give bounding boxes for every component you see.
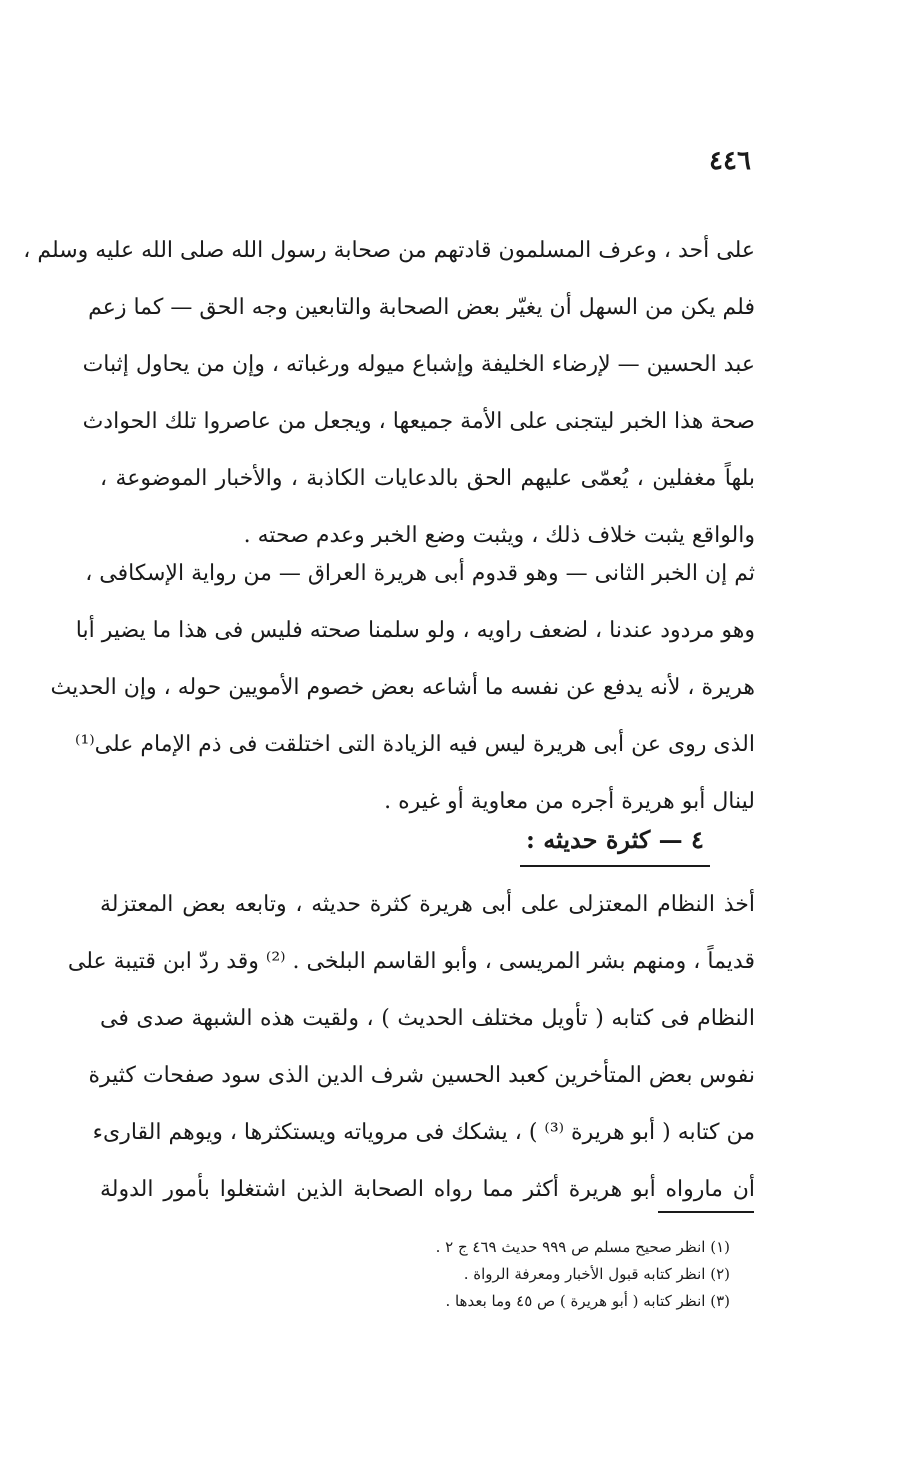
paragraph-1 (23, 222, 755, 564)
text-line: ثم إن الخبر الثانى — وهو قدوم أبى هريرة العراق — من رواية الإسكافى ، (85, 561, 755, 586)
footnote-2: (٢) انظر كتابه قبول الأخبار ومعرفة الرواة . (463, 1265, 730, 1283)
page-number: ٤٤٦ (709, 146, 751, 176)
text-line: من كتابه ( أبو هريرة ⁽³⁾ ) ، يشكك فى مروياته ويستكثرها ، ويوهم القارىء (92, 1120, 755, 1145)
text-line: وهو مردود عندنا ، لضعف راويه ، ولو سلمنا صحته فليس فى هذا ما يضير أبا (75, 618, 755, 643)
text-line: صحة هذا الخبر ليتجنى على الأمة جميعها ، ويجعل من عاصروا تلك الحوادث (82, 409, 755, 434)
text-line: فلم يكن من السهل أن يغيّر بعض الصحابة والتابعين وجه الحق — كما زعم (88, 295, 755, 320)
text-line: نفوس بعض المتأخرين كعبد الحسين شرف الدين الذى سود صفحات كثيرة (88, 1063, 755, 1088)
section-heading: ٤ — كثرة حديثه : (520, 815, 710, 867)
text-line: أن مارواه أبو هريرة أكثر مما رواه الصحابة الذين اشتغلوا بأمور الدولة (100, 1177, 755, 1202)
text-line: عبد الحسين — لإرضاء الخليفة وإشباع ميوله ورغباته ، وإن من يحاول إثبات (82, 352, 755, 377)
text-line: لينال أبو هريرة أجره من معاوية أو غيره . (384, 789, 755, 814)
text-line: أخذ النظام المعتزلى على أبى هريرة كثرة حديثه ، وتابعه بعض المعتزلة (100, 892, 755, 917)
paragraph-2 (50, 545, 755, 830)
text-line: قديماً ، ومنهم بشر المريسى ، وأبو القاسم البلخى . ⁽²⁾ وقد ردّ ابن قتيبة على (67, 949, 755, 974)
text-line: والواقع يثبت خلاف ذلك ، ويثبت وضع الخبر وعدم صحته . (243, 523, 755, 548)
footnote-separator (658, 1211, 754, 1213)
footnotes (350, 1234, 730, 1315)
footnote-3: (٣) انظر كتابه ( أبو هريرة ) ص ٤٥ وما بعدها . (445, 1292, 730, 1310)
paragraph-3 (67, 876, 755, 1218)
footnote-1: (١) انظر صحيح مسلم ص ٩٩٩ حديث ٤٦٩ ج ٢ . (435, 1238, 730, 1256)
text-line: على أحد ، وعرف المسلمون قادتهم من صحابة رسول الله صلى الله عليه وسلم ، (23, 238, 755, 263)
text-line: هريرة ، لأنه يدفع عن نفسه ما أشاعه بعض خصوم الأمويين حوله ، وإن الحديث (50, 675, 755, 700)
text-line: الذى روى عن أبى هريرة ليس فيه الزيادة التى اختلقت فى ذم الإمام على⁽¹⁾ (75, 732, 755, 757)
text-line: بلهاً مغفلين ، يُعمّى عليهم الحق بالدعايات الكاذبة ، والأخبار الموضوعة ، (100, 466, 755, 491)
text-line: النظام فى كتابه ( تأويل مختلف الحديث ) ، ولقيت هذه الشبهة صدى فى (100, 1006, 755, 1031)
